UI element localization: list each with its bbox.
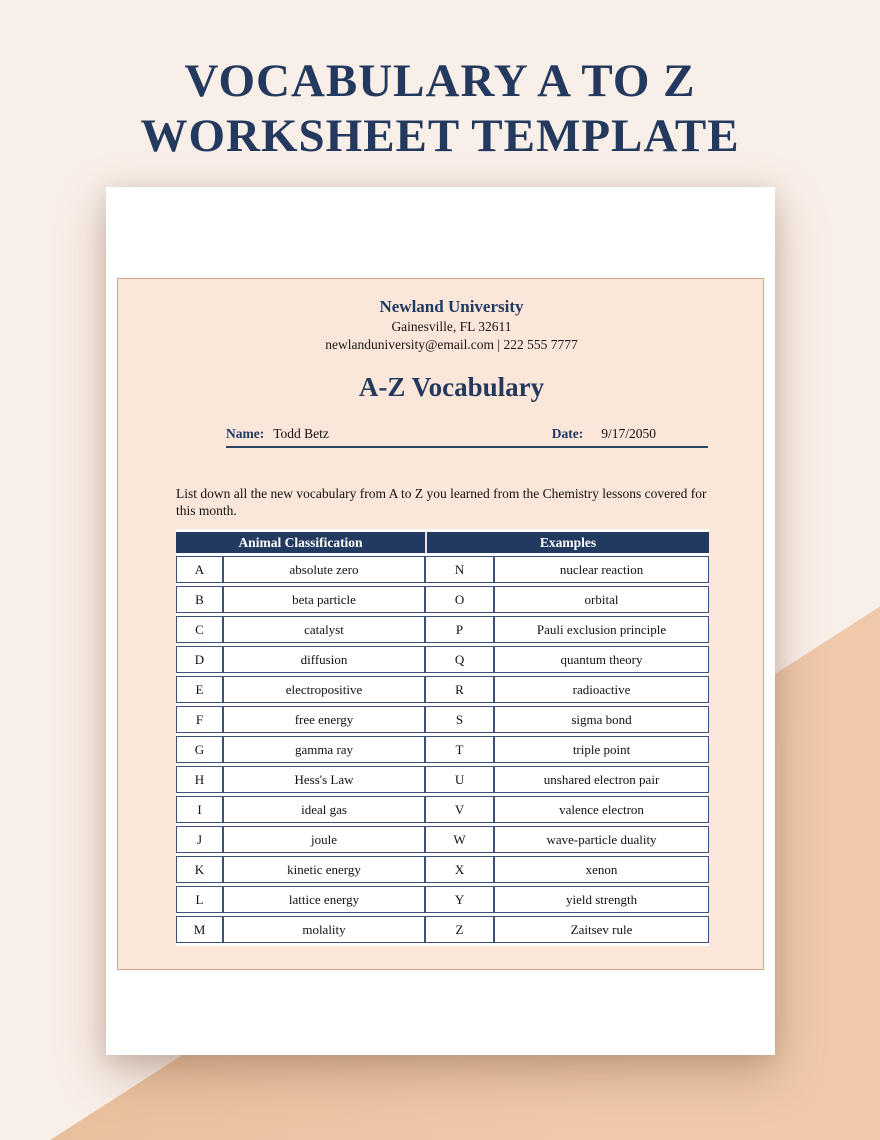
page-title-line1: VOCABULARY A TO Z: [184, 55, 696, 107]
table-header-left: Animal Classification: [176, 532, 425, 553]
vocab-word-cell: radioactive: [494, 676, 709, 703]
vocab-word-cell: absolute zero: [223, 556, 425, 583]
vocab-letter-cell: C: [176, 616, 223, 643]
table-row: [176, 916, 709, 943]
organization-name: Newland University: [379, 297, 524, 316]
vocab-word-cell: free energy: [223, 706, 425, 733]
vocab-letter-cell: W: [425, 826, 494, 853]
vocab-letter-cell: R: [425, 676, 494, 703]
vocab-letter-cell: U: [425, 766, 494, 793]
table-row: [176, 556, 709, 583]
vocab-letter-cell: N: [425, 556, 494, 583]
table-row: [176, 586, 709, 613]
table-header-right: Examples: [425, 532, 709, 553]
table-row: [176, 646, 709, 673]
vocab-word-cell: valence electron: [494, 796, 709, 823]
vocab-word-cell: beta particle: [223, 586, 425, 613]
vocab-word-cell: lattice energy: [223, 886, 425, 913]
vocab-letter-cell: S: [425, 706, 494, 733]
table-row: [176, 676, 709, 703]
vocab-word-cell: quantum theory: [494, 646, 709, 673]
vocabulary-table: [176, 529, 709, 946]
date-label: Date:: [551, 426, 584, 441]
vocab-word-cell: unshared electron pair: [494, 766, 709, 793]
vocab-word-cell: sigma bond: [494, 706, 709, 733]
vocab-letter-cell: B: [176, 586, 223, 613]
vocab-letter-cell: H: [176, 766, 223, 793]
vocab-letter-cell: Y: [425, 886, 494, 913]
vocab-word-cell: wave-particle duality: [494, 826, 709, 853]
page-title-line2: WORKSHEET TEMPLATE: [140, 109, 740, 162]
table-row: [176, 856, 709, 883]
table-row: [176, 826, 709, 853]
vocab-word-cell: nuclear reaction: [494, 556, 709, 583]
vocab-letter-cell: V: [425, 796, 494, 823]
vocab-letter-cell: Z: [425, 916, 494, 943]
vocab-word-cell: catalyst: [223, 616, 425, 643]
vocab-word-cell: yield strength: [494, 886, 709, 913]
table-row: [176, 766, 709, 793]
vocab-word-cell: gamma ray: [223, 736, 425, 763]
date-value: 9/17/2050: [601, 426, 656, 441]
vocab-letter-cell: G: [176, 736, 223, 763]
worksheet-paper: [106, 187, 775, 1055]
vocab-word-cell: triple point: [494, 736, 709, 763]
vocab-word-cell: molality: [223, 916, 425, 943]
vocab-letter-cell: K: [176, 856, 223, 883]
vocab-letter-cell: E: [176, 676, 223, 703]
vocab-letter-cell: T: [425, 736, 494, 763]
vocab-letter-cell: J: [176, 826, 223, 853]
table-header-row: [176, 532, 709, 553]
page-title: [0, 54, 880, 163]
vocab-letter-cell: L: [176, 886, 223, 913]
vocab-word-cell: Pauli exclusion principle: [494, 616, 709, 643]
table-row: [176, 736, 709, 763]
vocab-letter-cell: A: [176, 556, 223, 583]
vocab-word-cell: Zaitsev rule: [494, 916, 709, 943]
vocab-word-cell: joule: [223, 826, 425, 853]
vocab-word-cell: Hess's Law: [223, 766, 425, 793]
name-value: Todd Betz: [273, 426, 329, 441]
table-row: [176, 886, 709, 913]
table-row: [176, 796, 709, 823]
vocab-letter-cell: X: [425, 856, 494, 883]
vocab-word-cell: ideal gas: [223, 796, 425, 823]
vocab-letter-cell: P: [425, 616, 494, 643]
name-label: Name:: [226, 426, 265, 441]
vocab-word-cell: electropositive: [223, 676, 425, 703]
worksheet-panel: [117, 278, 764, 970]
organization-address: Gainesville, FL 32611: [391, 319, 512, 334]
vocab-letter-cell: D: [176, 646, 223, 673]
table-row: [176, 616, 709, 643]
vocab-letter-cell: Q: [425, 646, 494, 673]
vocab-letter-cell: M: [176, 916, 223, 943]
instruction-text: List down all the new vocabulary from A to Z you learned from the Chemistry lessons covered for this month.: [176, 486, 707, 518]
document-title: A-Z Vocabulary: [358, 372, 545, 402]
vocab-letter-cell: F: [176, 706, 223, 733]
organization-contact: newlanduniversity@email.com | 222 555 7777: [325, 337, 578, 352]
vocab-word-cell: xenon: [494, 856, 709, 883]
vocab-word-cell: orbital: [494, 586, 709, 613]
vocab-word-cell: diffusion: [223, 646, 425, 673]
name-date-row: [226, 426, 708, 448]
organization-header: [176, 296, 727, 353]
vocab-word-cell: kinetic energy: [223, 856, 425, 883]
vocab-letter-cell: I: [176, 796, 223, 823]
vocab-letter-cell: O: [425, 586, 494, 613]
table-row: [176, 706, 709, 733]
